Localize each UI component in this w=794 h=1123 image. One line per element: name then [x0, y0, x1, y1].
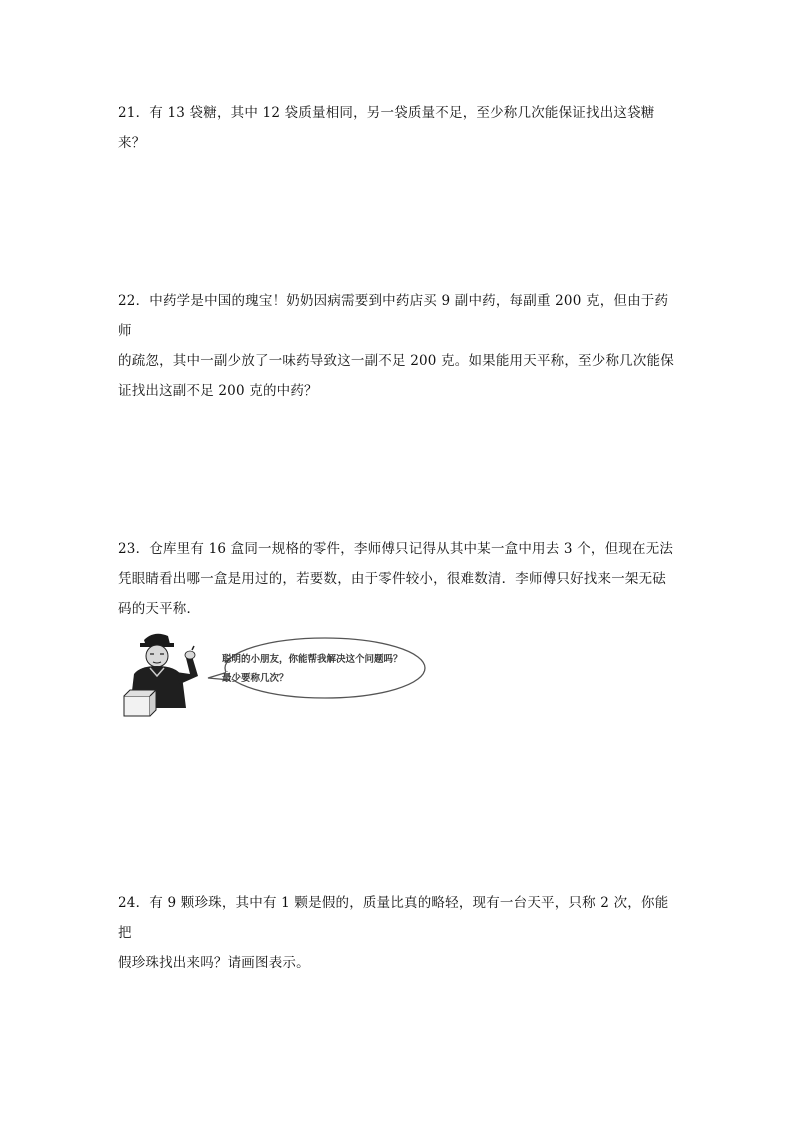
question-24-line-1: 24．有 9 颗珍珠，其中有 1 颗是假的，质量比真的略轻，现有一台天平，只称 2 次，你能把 [118, 895, 669, 941]
question-23-line-2: 凭眼睛看出哪一盒是用过的，若要数，由于零件较小，很难数清．李师傅只好找来一架无砝 [118, 571, 666, 587]
question-22-line-1: 22．中药学是中国的瑰宝！奶奶因病需要到中药店买 9 副中药，每副重 200 克，但由于药师 [118, 293, 669, 339]
speech-bubble-line-2: 最少要称几次？ [222, 673, 289, 684]
question-21-line-1: 21．有 13 袋糖，其中 12 袋质量相同，另一袋质量不足，至少称几次能保证找出这袋糖来？ [118, 105, 655, 151]
question-23-line-1: 23．仓库里有 16 盒同一规格的零件，李师傅只记得从其中某一盒中用去 3 个，但现在无法 [118, 541, 674, 557]
question-22-line-2: 的疏忽，其中一副少放了一味药导致这一副不足 200 克。如果能用天平称，至少称几次能保 [118, 353, 674, 369]
question-21 [118, 98, 678, 158]
speech-bubble-line-1: 聪明的小朋友，你能帮我解决这个问题吗？ [222, 654, 403, 665]
question-24 [118, 888, 678, 978]
question-22 [118, 286, 678, 406]
speech-bubble-text [222, 650, 432, 688]
question-23 [118, 534, 678, 624]
question-23-line-3: 码的天平称． [118, 601, 201, 617]
worker-illustration [120, 628, 430, 720]
question-24-line-2: 假珍珠找出来吗？请画图表示。 [118, 955, 310, 971]
question-22-line-3: 证找出这副不足 200 克的中药？ [118, 383, 318, 399]
